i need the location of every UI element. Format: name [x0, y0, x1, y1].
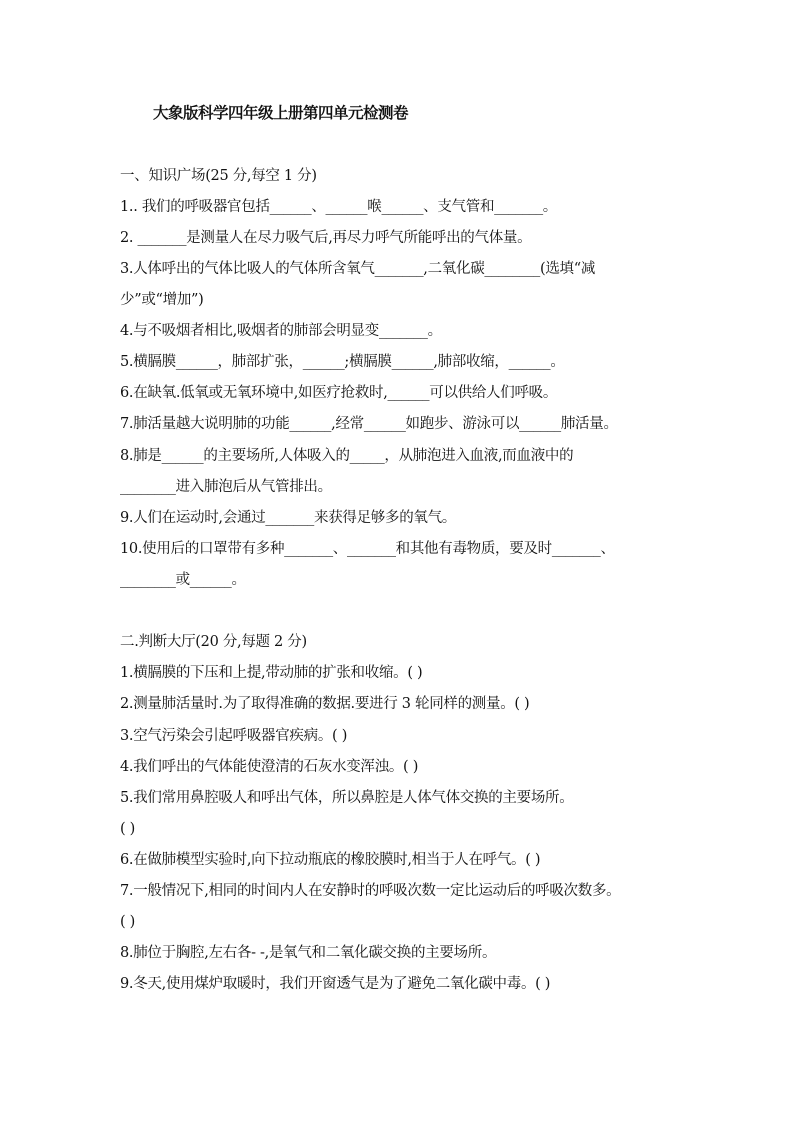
section1-question-6: 6.在缺氧.低氧或无氧环境中,如医疗抢救时,______可以供给人们呼吸。	[120, 385, 558, 401]
section1-question-2: 2. _______是测量人在尽力吸气后,再尽力呼气所能呼出的气体量。	[120, 230, 532, 246]
section2-question-2: 2.测量肺活量时.为了取得准确的数据.要进行 3 轮同样的测量。( )	[120, 696, 530, 712]
section1-question-5: 5.横膈膜______，肺部扩张，______;横膈膜______,肺部收缩，______。	[120, 354, 565, 370]
section1-heading: 一、知识广场(25 分,每空 1 分)	[120, 168, 317, 184]
section2-question-1: 1.横膈膜的下压和上提,带动肺的扩张和收缩。( )	[120, 665, 423, 681]
section2-question-8: 8.肺位于胸腔,左右各- -,是氧气和二氧化碳交换的主要场所。	[120, 945, 497, 961]
section2-question-3: 3.空气污染会引起呼吸器官疾病。( )	[120, 728, 348, 744]
section1-question-8-cont: ________进入肺泡后从气管排出。	[120, 479, 332, 495]
section1-question-7: 7.肺活量越大说明肺的功能______,经常______如跑步、游泳可以______肺活量。	[120, 416, 618, 432]
section2-question-5-cont: ( )	[120, 821, 136, 837]
section1-question-1: 1.. 我们的呼吸器官包括______、______喉______、支气管和_______。	[120, 199, 558, 215]
section2-question-4: 4.我们呼出的气体能使澄清的石灰水变浑浊。( )	[120, 759, 419, 775]
section1-question-4: 4.与不吸烟者相比,吸烟者的肺部会明显变_______。	[120, 323, 442, 339]
section2-question-6: 6.在做肺模型实验时,向下拉动瓶底的橡胶膜时,相当于人在呼气。( )	[120, 852, 541, 868]
section1-question-3: 3.人体呼出的气体比吸人的气体所含氧气_______,二氧化碳________(选填“减	[120, 261, 596, 277]
section2-question-7: 7.一般情况下,相同的时间内人在安静时的呼吸次数一定比运动后的呼吸次数多。	[120, 883, 621, 899]
section1-question-3-cont: 少”或“增加”)	[120, 292, 204, 308]
section2-question-7-cont: ( )	[120, 914, 136, 930]
section1-question-10-cont: ________或______。	[120, 572, 246, 588]
section1-question-8: 8.肺是______的主要场所,人体吸入的_____，从肺泡进入血液,而血液中的	[120, 448, 574, 464]
section2-question-9: 9.冬天,使用煤炉取暖时，我们开窗透气是为了避免二氧化碳中毒。( )	[120, 976, 551, 992]
section1-question-10: 10.使用后的口罩带有多种_______、_______和其他有毒物质，要及时_______、	[120, 541, 615, 557]
section2-heading: 二.判断大厅(20 分,每题 2 分)	[120, 634, 307, 650]
document-title: 大象版科学四年级上册第四单元检测卷	[153, 103, 409, 122]
section1-question-9: 9.人们在运动时,会通过_______来获得足够多的氧气。	[120, 510, 456, 526]
section2-question-5: 5.我们常用鼻腔吸人和呼出气体，所以鼻腔是人体气体交换的主要场所。	[120, 790, 574, 806]
